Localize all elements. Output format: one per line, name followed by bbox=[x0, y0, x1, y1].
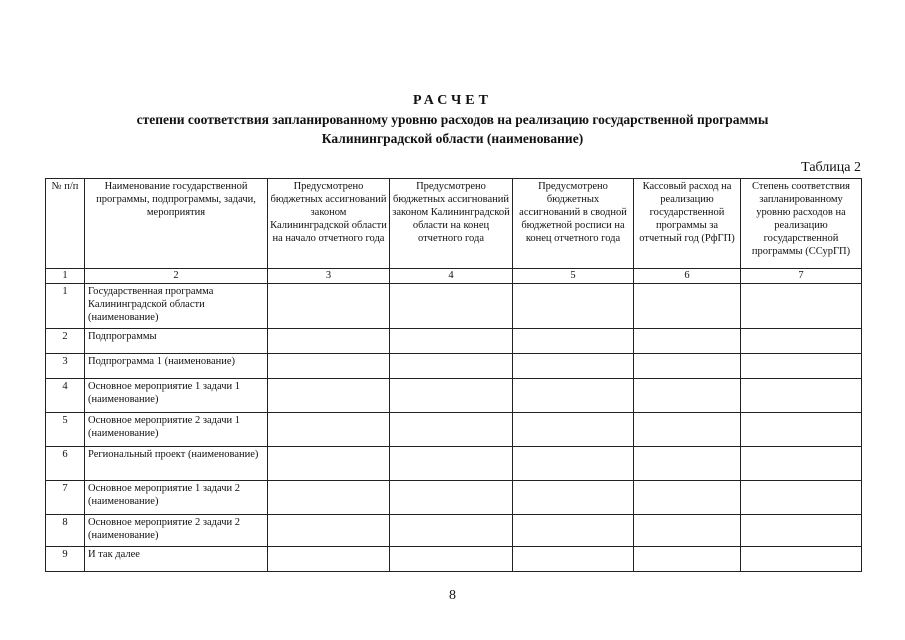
table-cell bbox=[634, 447, 741, 481]
column-number-row bbox=[46, 269, 862, 284]
row-number: 6 bbox=[46, 447, 85, 481]
table-cell bbox=[268, 284, 390, 329]
header-row bbox=[46, 179, 862, 269]
table-label: Таблица 2 bbox=[801, 160, 861, 175]
column-number: 4 bbox=[390, 269, 513, 284]
column-number: 1 bbox=[46, 269, 85, 284]
table-cell bbox=[268, 547, 390, 572]
table-cell bbox=[390, 447, 513, 481]
table-cell bbox=[513, 329, 634, 354]
document-title bbox=[0, 92, 905, 147]
table-row bbox=[46, 284, 862, 329]
table-row bbox=[46, 354, 862, 379]
header-cell-name: Наименование государственной программы, подпрограммы, задачи, мероприятия bbox=[85, 179, 268, 269]
table-cell bbox=[390, 284, 513, 329]
column-number: 3 bbox=[268, 269, 390, 284]
table-cell bbox=[390, 413, 513, 447]
table-cell bbox=[634, 413, 741, 447]
row-number: 2 bbox=[46, 329, 85, 354]
table-cell bbox=[390, 515, 513, 547]
table-cell bbox=[634, 284, 741, 329]
row-number: 5 bbox=[46, 413, 85, 447]
table-cell bbox=[268, 515, 390, 547]
table-cell bbox=[390, 481, 513, 515]
title-main: РАСЧЕТ bbox=[413, 93, 492, 108]
table-cell bbox=[741, 547, 862, 572]
table-cell bbox=[390, 354, 513, 379]
table-cell bbox=[741, 515, 862, 547]
calculation-table bbox=[45, 178, 862, 572]
row-number: 9 bbox=[46, 547, 85, 572]
table-cell bbox=[634, 329, 741, 354]
row-name: Основное мероприятие 2 задачи 1 (наименование) bbox=[85, 413, 268, 447]
table-cell bbox=[741, 413, 862, 447]
table-cell bbox=[634, 354, 741, 379]
table-cell bbox=[741, 284, 862, 329]
table-cell bbox=[634, 515, 741, 547]
title-line-1: степени соответствия запланированному уровню расходов на реализацию государственной программы bbox=[136, 112, 769, 127]
table-cell bbox=[741, 329, 862, 354]
table-cell bbox=[513, 447, 634, 481]
row-name: Подпрограммы bbox=[85, 329, 268, 354]
column-number: 7 bbox=[741, 269, 862, 284]
row-name: И так далее bbox=[85, 547, 268, 572]
table-cell bbox=[513, 284, 634, 329]
table-cell bbox=[268, 354, 390, 379]
table-cell bbox=[268, 329, 390, 354]
table-cell bbox=[741, 447, 862, 481]
page-number: 8 bbox=[449, 588, 456, 603]
column-number: 6 bbox=[634, 269, 741, 284]
table-cell bbox=[268, 413, 390, 447]
header-cell-cash-expense: Кассовый расход на реализацию государственной программы за отчетный год (РфГП) bbox=[634, 179, 741, 269]
row-number: 8 bbox=[46, 515, 85, 547]
row-name: Подпрограмма 1 (наименование) bbox=[85, 354, 268, 379]
header-cell-no: № п/п bbox=[46, 179, 85, 269]
header-cell-law-end: Предусмотрено бюджетных ассигнований законом Калининградской области на конец отчетного года bbox=[390, 179, 513, 269]
table-cell bbox=[513, 379, 634, 413]
table-row bbox=[46, 481, 862, 515]
row-name: Основное мероприятие 2 задачи 2 (наименование) bbox=[85, 515, 268, 547]
table-cell bbox=[513, 515, 634, 547]
table-cell bbox=[741, 379, 862, 413]
table-cell bbox=[513, 413, 634, 447]
row-number: 4 bbox=[46, 379, 85, 413]
table-cell bbox=[268, 379, 390, 413]
row-name: Региональный проект (наименование) bbox=[85, 447, 268, 481]
table-cell bbox=[513, 354, 634, 379]
table-row bbox=[46, 329, 862, 354]
column-number: 2 bbox=[85, 269, 268, 284]
table-cell bbox=[634, 547, 741, 572]
header-cell-budget-list: Предусмотрено бюджетных ассигнований в сводной бюджетной росписи на конец отчетного года bbox=[513, 179, 634, 269]
table-cell bbox=[513, 481, 634, 515]
table-row bbox=[46, 547, 862, 572]
header-cell-law-start: Предусмотрено бюджетных ассигнований законом Калининградской области на начало отчетного года bbox=[268, 179, 390, 269]
row-name: Государственная программа Калининградской области (наименование) bbox=[85, 284, 268, 329]
row-number: 3 bbox=[46, 354, 85, 379]
table-row bbox=[46, 413, 862, 447]
title-line-2: Калининградской области (наименование) bbox=[321, 131, 584, 146]
table-cell bbox=[390, 329, 513, 354]
header-cell-compliance: Степень соответствия запланированному уровню расходов на реализацию государственной программы (ССурГП) bbox=[741, 179, 862, 269]
table-row bbox=[46, 379, 862, 413]
row-number: 7 bbox=[46, 481, 85, 515]
table-cell bbox=[634, 379, 741, 413]
row-name: Основное мероприятие 1 задачи 2 (наименование) bbox=[85, 481, 268, 515]
row-number: 1 bbox=[46, 284, 85, 329]
table-cell bbox=[390, 547, 513, 572]
table-row bbox=[46, 447, 862, 481]
table-cell bbox=[268, 481, 390, 515]
table-cell bbox=[513, 547, 634, 572]
table-cell bbox=[268, 447, 390, 481]
table-cell bbox=[741, 481, 862, 515]
table-cell bbox=[741, 354, 862, 379]
table-cell bbox=[390, 379, 513, 413]
row-name: Основное мероприятие 1 задачи 1 (наименование) bbox=[85, 379, 268, 413]
table-row bbox=[46, 515, 862, 547]
column-number: 5 bbox=[513, 269, 634, 284]
table-cell bbox=[634, 481, 741, 515]
